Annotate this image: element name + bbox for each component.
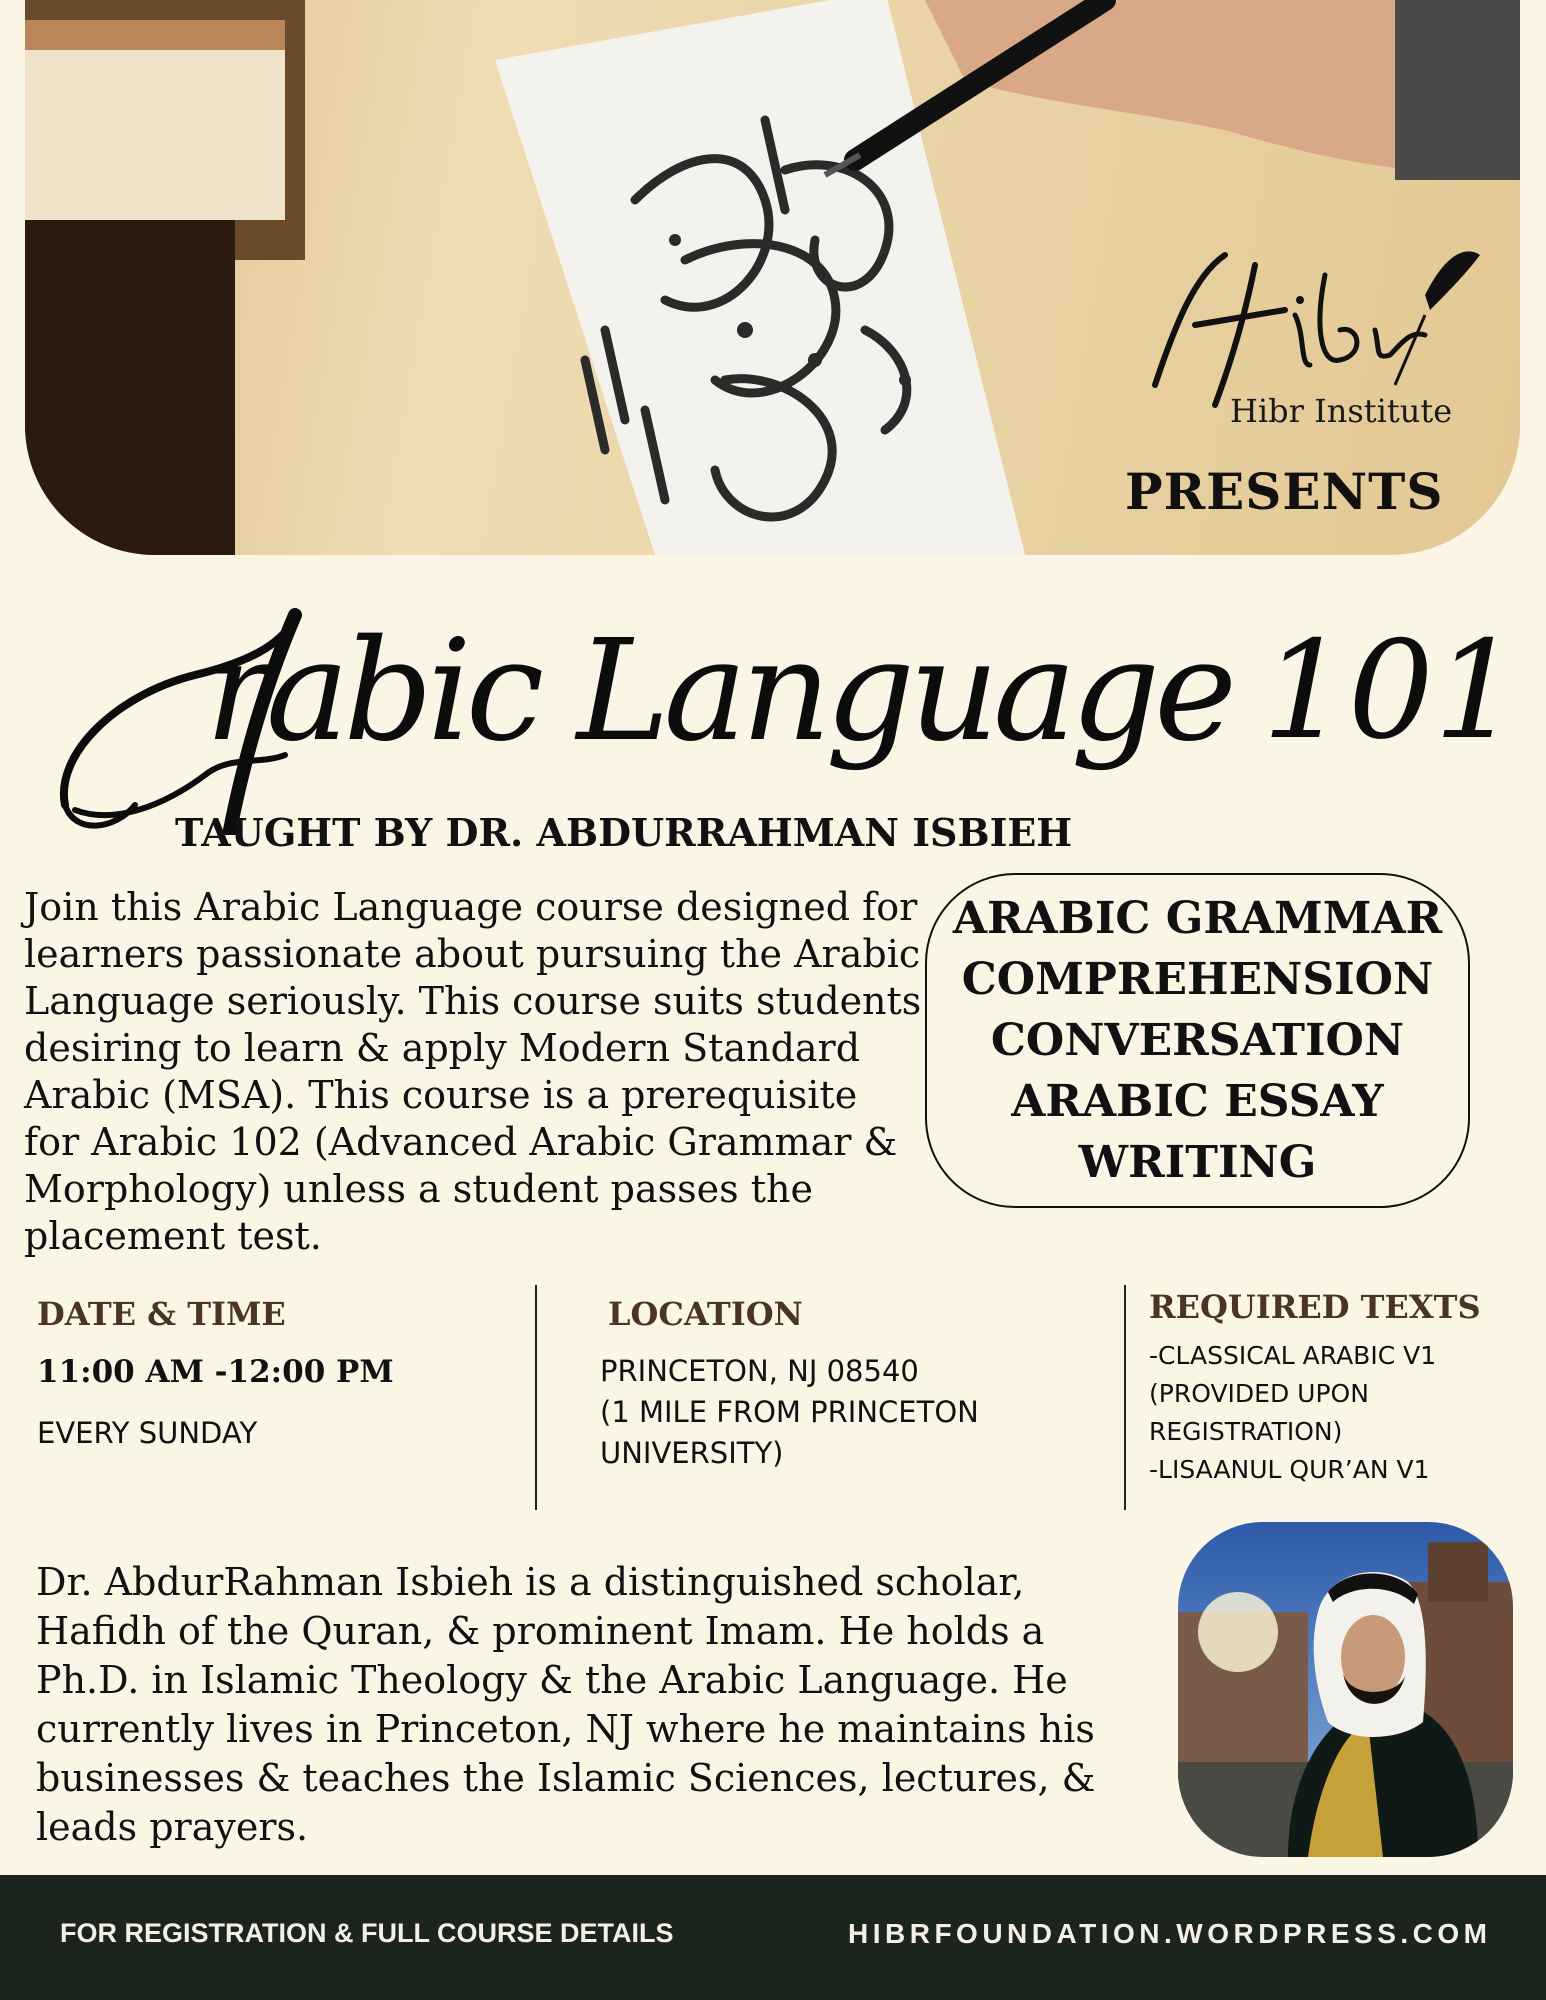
brand-name: Hibr Institute bbox=[1230, 392, 1453, 430]
location-line: PRINCETON, NJ 08540 bbox=[600, 1354, 919, 1388]
topics-box bbox=[925, 873, 1470, 1208]
instructor-line: TAUGHT BY DR. ABDURRAHMAN ISBIEH bbox=[175, 810, 1073, 855]
required-text-line: (PROVIDED UPON bbox=[1149, 1379, 1369, 1408]
column-divider bbox=[535, 1285, 537, 1510]
class-time: 11:00 AM -12:00 PM bbox=[37, 1354, 394, 1390]
topic-item: CONVERSATION bbox=[990, 1015, 1405, 1066]
date-time-heading: DATE & TIME bbox=[37, 1295, 286, 1333]
topic-item: ARABIC GRAMMAR bbox=[952, 893, 1443, 944]
instructor-portrait-image bbox=[1178, 1522, 1513, 1857]
hibr-logo-icon bbox=[1135, 235, 1485, 415]
location-line: (1 MILE FROM PRINCETON bbox=[600, 1395, 979, 1429]
topic-item: WRITING bbox=[1078, 1137, 1317, 1188]
required-text-line: REGISTRATION) bbox=[1149, 1417, 1343, 1446]
registration-label: FOR REGISTRATION & FULL COURSE DETAILS bbox=[60, 1918, 674, 1948]
presents-label: PRESENTS bbox=[1125, 462, 1444, 521]
required-texts-heading: REQUIRED TEXTS bbox=[1149, 1288, 1481, 1326]
column-divider bbox=[1124, 1285, 1126, 1510]
course-description: Join this Arabic Language course designed for learners passionate about pursuing the Arabic Language seriously. This course suits students desiring to learn & apply Modern Standard Arabic (MSA). This course is a prerequisite for Arabic 102 (Advanced Arabic Grammar & Morphology) unless a student passes the placement test. bbox=[24, 885, 922, 1258]
topic-item: ARABIC ESSAY bbox=[1011, 1076, 1384, 1127]
required-text-line: -CLASSICAL ARABIC V1 bbox=[1149, 1341, 1437, 1370]
course-title: rabic Language bbox=[205, 610, 1232, 773]
topic-item: COMPREHENSION bbox=[961, 954, 1434, 1005]
location-line: UNIVERSITY) bbox=[600, 1436, 784, 1470]
location-heading: LOCATION bbox=[608, 1295, 803, 1333]
instructor-bio: Dr. AbdurRahman Isbieh is a distinguished scholar, Hafidh of the Quran, & prominent Imam. He holds a Ph.D. in Islamic Theology & the Arabic Language. He currently lives in Princeton, NJ where he maintains his businesses & teaches the Islamic Sciences, lectures, & leads prayers. bbox=[36, 1560, 1096, 1849]
required-texts-list bbox=[1149, 1337, 1509, 1489]
course-number: 101 bbox=[1262, 612, 1520, 769]
required-text-line: -LISAANUL QUR’AN V1 bbox=[1149, 1455, 1430, 1484]
class-day: EVERY SUNDAY bbox=[37, 1416, 258, 1450]
instructor-photo bbox=[1178, 1522, 1513, 1857]
website-link[interactable]: HIBRFOUNDATION.WORDPRESS.COM bbox=[848, 1918, 1492, 1949]
